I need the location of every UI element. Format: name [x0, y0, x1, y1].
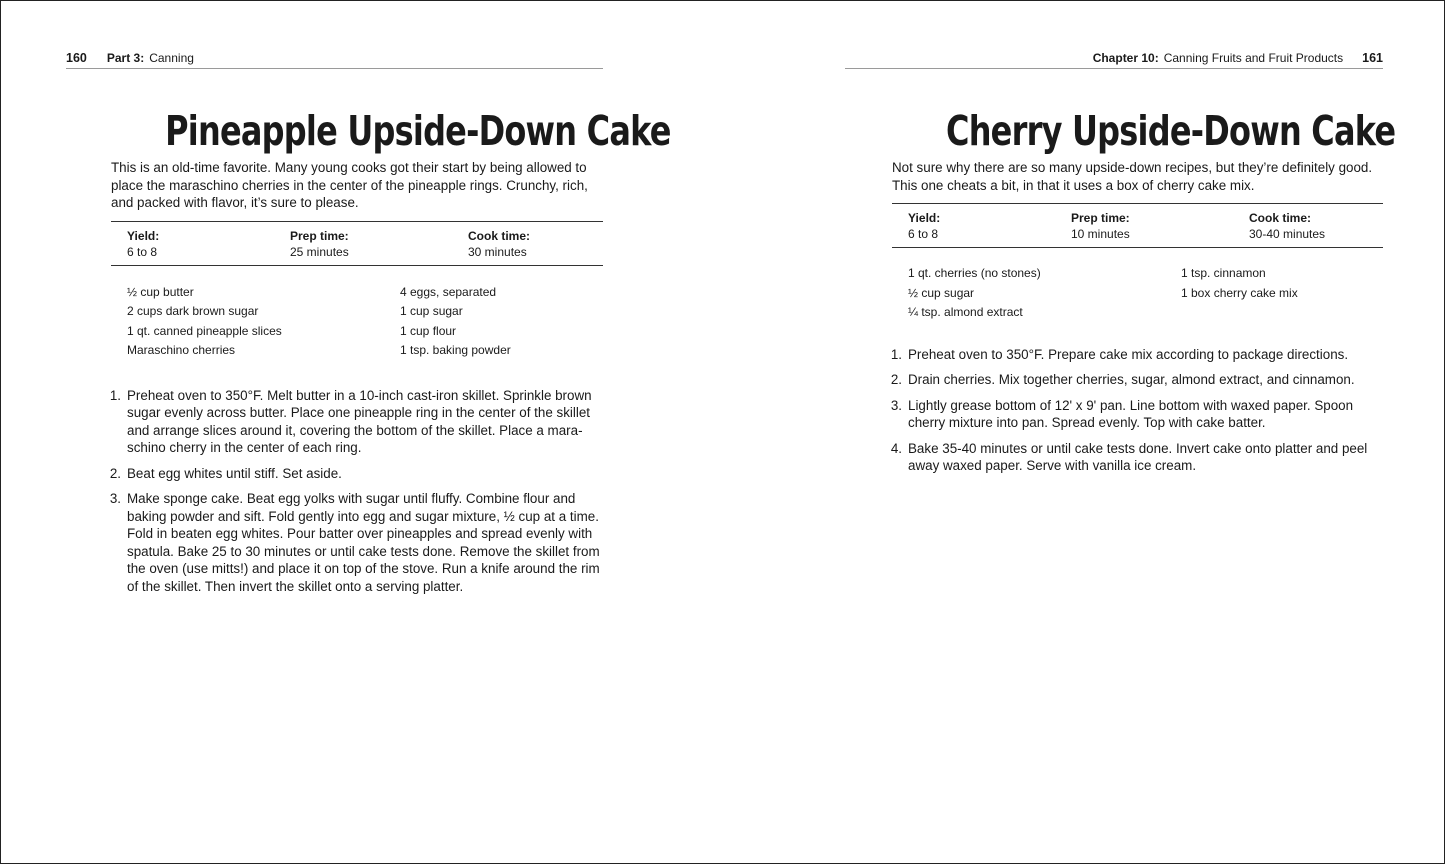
recipe-intro: This is an old-time favorite. Many young cooks got their start by being allowed to place the maraschino cherries in the center of the pineapple rings. Crunchy, rich, and packed with flavor, it’s sure to please. [111, 160, 588, 210]
step-text: Drain cherries. Mix together cherries, sugar, almond extract, and cinnamon. [908, 372, 1355, 387]
ingredient-item: 4 eggs, separated [400, 284, 497, 299]
recipe-intro: Not sure why there are so many upside-down recipes, but they’re definitely good. This one cheats a bit, in that it uses a box of cherry cake mix. [892, 160, 1373, 193]
part-title: Canning [149, 51, 194, 65]
step-number: 1. [890, 346, 902, 362]
yield-block [908, 210, 1071, 242]
cook-time-value: 30 minutes [468, 244, 527, 259]
step-item [892, 371, 1383, 389]
ingredients-list [111, 283, 603, 361]
ingredient-item: ¼ tsp. almond extract [908, 305, 1023, 319]
step-text: Bake 35-40 minutes or until cake tests done. Invert cake onto platter and peel away waxed paper. Serve with vanilla ice cream. [908, 440, 1368, 473]
prep-time-label: Prep time: [290, 228, 349, 243]
step-item [892, 397, 1383, 432]
step-text: Preheat oven to 350°F. Melt butter in a 10-inch cast-iron skillet. Sprinkle brown sugar evenly across butter. Place one pineapple ring in the center of the skillet and arrange slices around it, covering the bottom of the skillet. Place a maraschino cherry in the center of each ring. [127, 387, 592, 455]
prep-time-value: 25 minutes [290, 244, 349, 259]
ingredient-item: ½ cup butter [127, 284, 194, 299]
yield-value: 6 to 8 [127, 244, 158, 259]
ingredients-list [892, 264, 1383, 323]
ingredient-item: 2 cups dark brown sugar [127, 304, 259, 318]
recipe-steps [111, 387, 603, 596]
ingredient-item: 1 qt. cherries (no stones) [908, 266, 1041, 280]
step-number: 3. [109, 491, 121, 506]
step-item [111, 387, 603, 457]
step-item [111, 465, 603, 483]
step-number: 1. [109, 387, 121, 403]
cook-time-block [1249, 210, 1325, 242]
recipe-title: Pineapple Upside-Down Cake [165, 107, 671, 155]
prep-time-value: 10 minutes [1071, 227, 1130, 241]
chapter-label: Chapter 10: [1092, 51, 1159, 65]
step-number: 4. [890, 440, 902, 456]
ingredient-item: 1 tsp. cinnamon [1181, 266, 1266, 280]
ingredient-item: Maraschino cherries [127, 343, 236, 357]
right-page [845, 1, 1396, 863]
step-number: 3. [890, 397, 902, 413]
ingredients-column-1 [908, 264, 1181, 323]
ingredient-item: 1 cup flour [400, 323, 457, 338]
ingredient-item: 1 qt. canned pineapple slices [127, 323, 282, 338]
ingredient-item: 1 box cherry cake mix [1181, 285, 1298, 300]
part-label: Part 3: [106, 51, 145, 65]
step-text: Preheat oven to 350°F. Prepare cake mix according to package directions. [908, 346, 1349, 362]
prep-time-label: Prep time: [1071, 211, 1130, 225]
cook-time-block [468, 228, 530, 260]
ingredient-item: 1 tsp. baking powder [400, 343, 511, 357]
step-text: Beat egg whites until stiff. Set aside. [127, 465, 342, 481]
ingredient-item: ½ cup sugar [908, 285, 975, 300]
recipe-title: Cherry Upside-Down Cake [946, 107, 1396, 155]
recipe-meta [892, 203, 1383, 248]
yield-label: Yield: [908, 211, 941, 225]
ingredients-column-2 [400, 283, 511, 361]
ingredients-column-1 [127, 283, 400, 361]
step-number: 2. [890, 372, 902, 387]
step-number: 2. [109, 465, 121, 481]
step-item [111, 490, 603, 595]
cook-time-value: 30-40 minutes [1249, 227, 1326, 241]
cook-time-label: Cook time: [468, 228, 531, 243]
recipe-steps [892, 346, 1383, 475]
recipe-meta [111, 221, 603, 266]
yield-block [127, 228, 290, 260]
step-text: Lightly grease bottom of 12' x 9' pan. Line bottom with waxed paper. Spoon cherry mixture into pan. Spread evenly. Top with cake batter. [908, 397, 1354, 430]
right-recipe [890, 101, 1396, 483]
left-recipe [109, 101, 671, 603]
prep-time-block [290, 228, 468, 260]
left-running-head [66, 48, 603, 69]
chapter-title: Canning Fruits and Fruit Products [1163, 51, 1344, 65]
prep-time-block [1071, 210, 1249, 242]
right-running-head [845, 48, 1383, 69]
yield-value: 6 to 8 [908, 227, 939, 241]
step-item [892, 440, 1383, 475]
step-text: Make sponge cake. Beat egg yolks with sugar until fluffy. Combine flour and baking powder and sift. Fold gently into egg and sugar mixture, ½ cup at a time. Fold in beaten egg whites. Pour batter over pineapples and spread evenly with spatula. Bake 25 to 30 minutes or until cake tests done. Remove the skillet from the oven (use mitts!) and place it on top of the stove. Run a knife around the rim of the skillet. Then invert the skillet onto a serving platter. [127, 491, 600, 594]
ingredients-column-2 [1181, 264, 1298, 323]
left-page [66, 1, 671, 863]
left-page-number: 160 [66, 51, 87, 65]
cook-time-label: Cook time: [1249, 211, 1312, 225]
step-item [892, 346, 1383, 364]
right-page-number: 161 [1362, 51, 1383, 65]
ingredient-item: 1 cup sugar [400, 304, 463, 318]
yield-label: Yield: [127, 228, 160, 243]
